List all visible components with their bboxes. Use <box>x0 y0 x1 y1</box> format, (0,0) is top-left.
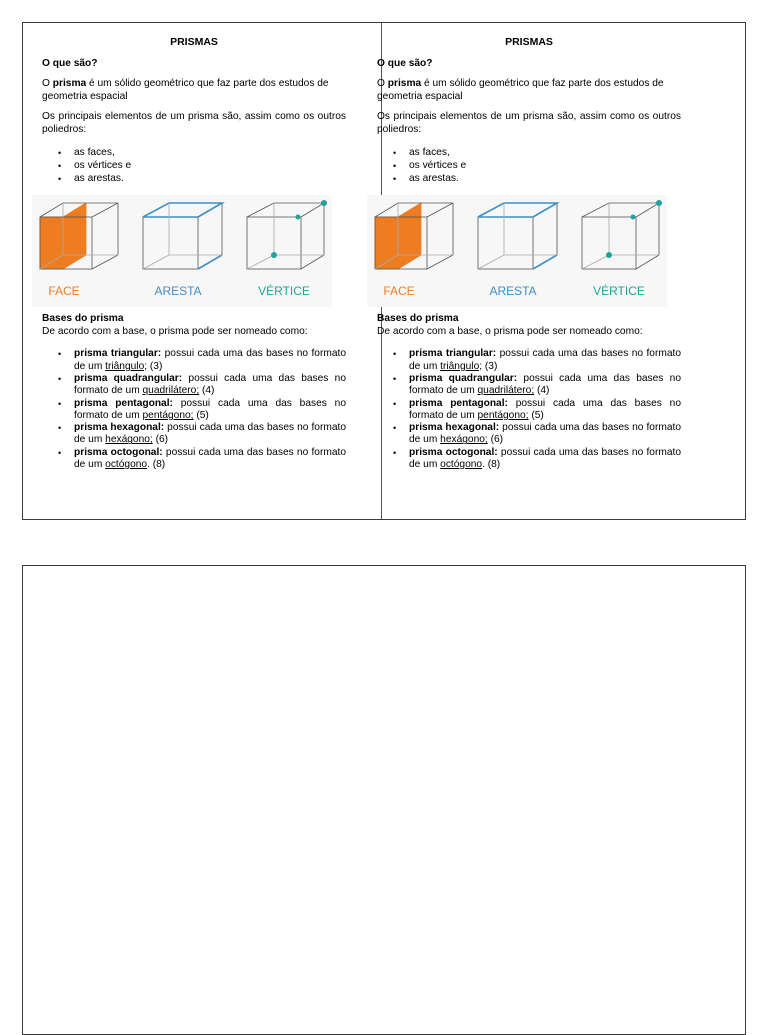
base-text: possui cada uma das bases no formato de um <box>409 372 681 397</box>
base-item <box>74 348 346 373</box>
element-item: • os vértices e <box>74 160 346 173</box>
base-text: possui cada uma das bases no formato de um <box>74 446 346 471</box>
section-heading: O que são? <box>42 57 98 69</box>
base-item <box>409 348 681 373</box>
base-text: possui cada uma das bases no formato de um <box>409 397 681 421</box>
base-item <box>409 373 681 398</box>
element-item: • as arestas. <box>409 173 681 186</box>
base-number: (5) <box>193 409 209 421</box>
base-text: possui cada uma das bases no formato de um <box>74 397 346 421</box>
base-shape-link: pentágono; <box>477 409 529 421</box>
elements-list <box>377 147 681 185</box>
base-item <box>409 398 681 423</box>
base-number: (3) <box>482 360 498 372</box>
base-item <box>409 422 681 447</box>
base-item <box>74 398 346 423</box>
cubes-illustration <box>367 195 667 307</box>
base-item <box>74 447 346 472</box>
face-label: FACE <box>383 284 415 299</box>
bases-intro: De acordo com a base, o prisma pode ser nomeado como: <box>42 325 308 337</box>
edge-label: ARESTA <box>154 284 202 299</box>
base-text: possui cada uma das bases no formato de um <box>74 422 346 446</box>
base-shape-link: hexágono; <box>440 434 488 446</box>
base-name: prisma quadrangular: <box>409 372 518 384</box>
base-text: possui cada uma das bases no formato de um <box>409 348 681 372</box>
definition-text: O prisma é um sólido geométrico que faz parte dos estudos de geometria espacial <box>377 78 664 102</box>
base-name: prisma triangular: <box>74 348 162 360</box>
base-number: . (8) <box>147 459 166 471</box>
base-number: (4) <box>534 385 550 397</box>
base-name: prisma hexagonal: <box>409 422 500 434</box>
base-name: prisma octogonal: <box>74 446 163 458</box>
base-shape-link: triângulo; <box>440 360 483 372</box>
page-title: PRISMAS <box>170 36 218 48</box>
element-item: • as arestas. <box>74 173 346 186</box>
prism-elements-figure <box>32 195 332 307</box>
bases-list <box>42 348 346 471</box>
base-item <box>74 422 346 447</box>
section-heading: O que são? <box>377 57 433 69</box>
base-shape-link: octógono <box>440 459 483 471</box>
edge-label: ARESTA <box>489 284 537 299</box>
vertex-label: VÉRTICE <box>593 284 645 299</box>
base-shape-link: quadrilátero; <box>142 385 200 397</box>
base-shape-link: quadrilátero; <box>477 385 535 397</box>
column-right <box>377 36 681 471</box>
face-label: FACE <box>48 284 80 299</box>
base-shape-link: hexágono; <box>105 434 153 446</box>
bases-intro: De acordo com a base, o prisma pode ser nomeado como: <box>377 325 643 337</box>
definition-text: O prisma é um sólido geométrico que faz parte dos estudos de geometria espacial <box>42 78 329 102</box>
base-shape-link: triângulo; <box>105 360 148 372</box>
base-item <box>409 447 681 472</box>
base-name: prisma hexagonal: <box>74 422 165 434</box>
base-text: possui cada uma das bases no formato de um <box>409 422 681 446</box>
elements-intro: Os principais elementos de um prisma são, assim como os outros poliedros: <box>42 111 346 135</box>
base-text: possui cada uma das bases no formato de um <box>409 446 681 471</box>
element-item: • as faces, <box>74 147 346 160</box>
base-text: possui cada uma das bases no formato de um <box>74 348 346 372</box>
element-item: • os vértices e <box>409 160 681 173</box>
base-number: (3) <box>147 360 163 372</box>
prism-elements-figure <box>367 195 667 307</box>
base-number: (6) <box>152 434 169 446</box>
base-name: prisma pentagonal: <box>409 397 508 409</box>
element-item: • as faces, <box>409 147 681 160</box>
elements-intro: Os principais elementos de um prisma são, assim como os outros poliedros: <box>377 111 681 135</box>
base-item <box>74 373 346 398</box>
cubes-illustration <box>32 195 332 307</box>
bases-heading: Bases do prisma <box>377 313 459 325</box>
base-number: (6) <box>487 434 504 446</box>
base-number: . (8) <box>482 459 501 471</box>
base-shape-link: octógono <box>105 459 148 471</box>
base-number: (5) <box>528 409 544 421</box>
base-text: possui cada uma das bases no formato de um <box>74 372 346 397</box>
base-name: prisma octogonal: <box>409 446 498 458</box>
page-title: PRISMAS <box>505 36 553 48</box>
vertex-label: VÉRTICE <box>258 284 310 299</box>
base-name: prisma quadrangular: <box>74 372 183 384</box>
column-left <box>42 36 346 471</box>
bases-heading: Bases do prisma <box>42 313 124 325</box>
base-name: prisma triangular: <box>409 348 497 360</box>
elements-list <box>42 147 346 185</box>
blank-sheet <box>22 565 746 1035</box>
base-shape-link: pentágono; <box>142 409 194 421</box>
bases-list <box>377 348 681 471</box>
base-name: prisma pentagonal: <box>74 397 173 409</box>
base-number: (4) <box>199 385 215 397</box>
